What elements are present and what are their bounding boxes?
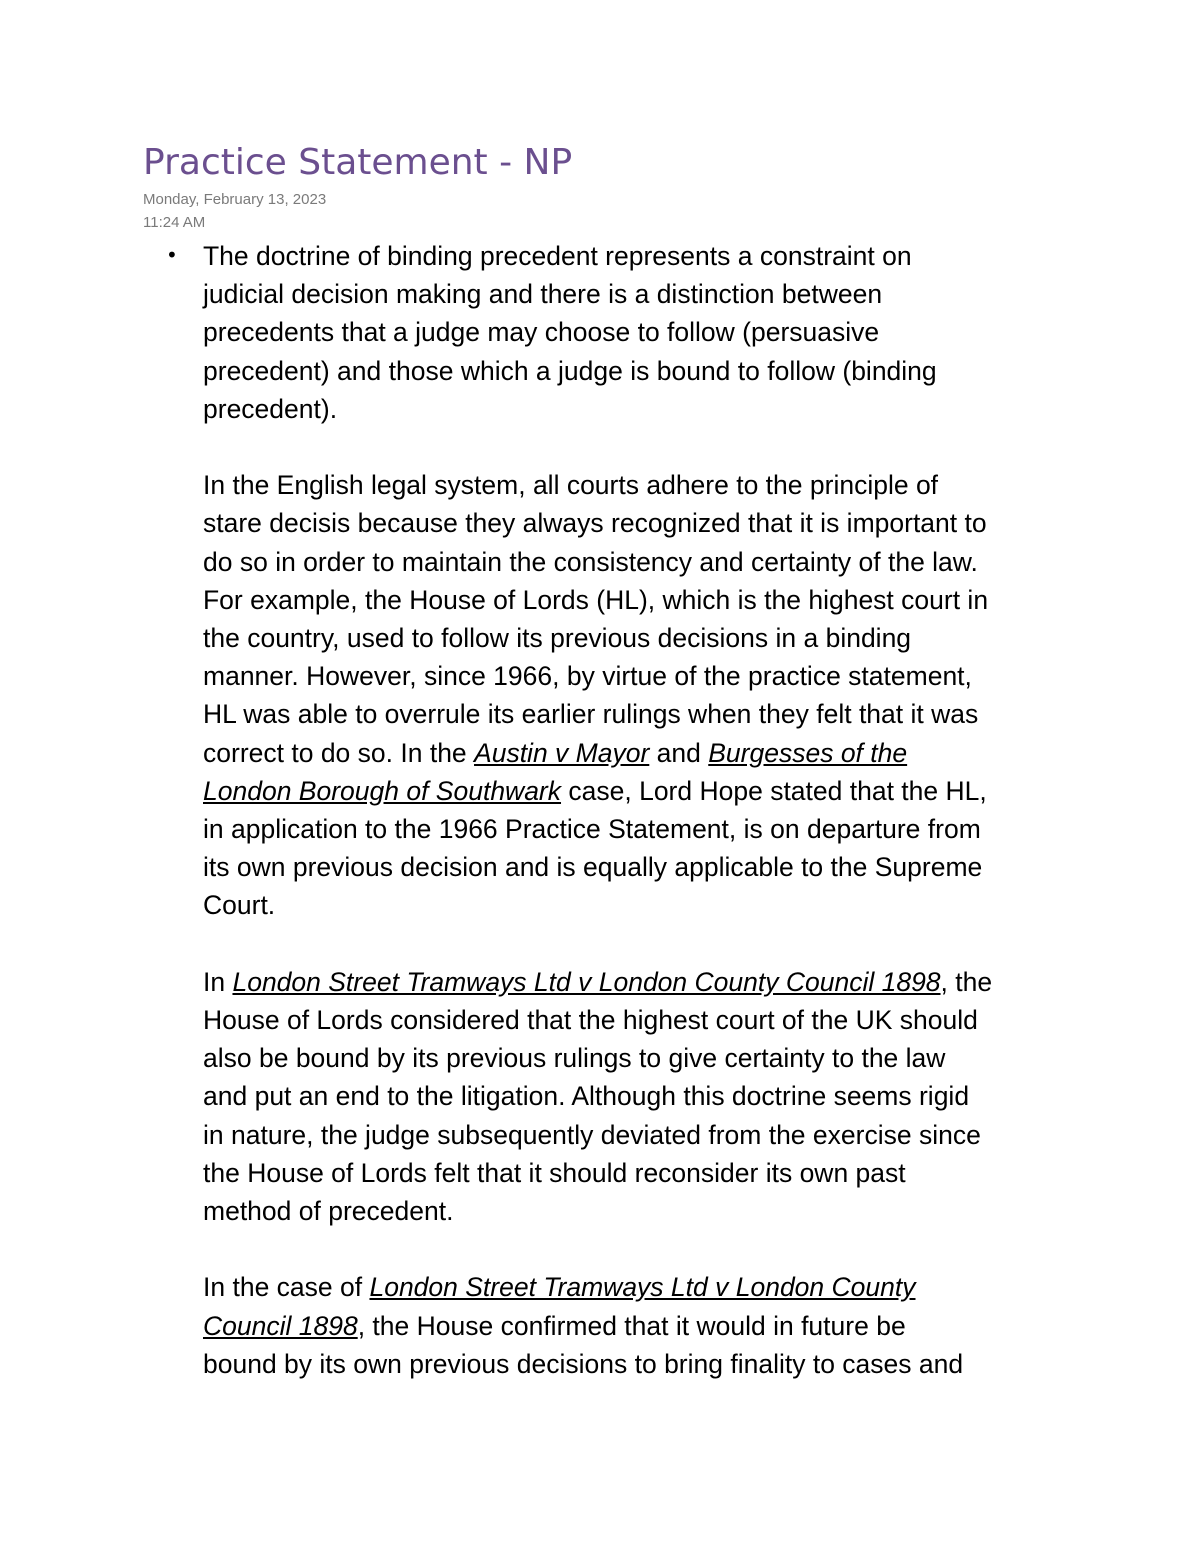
text-line: the House of Lords felt that it should reconsider its own past bbox=[203, 1157, 906, 1188]
text-line bbox=[203, 734, 1073, 772]
paragraph-2 bbox=[203, 466, 1073, 924]
text-line bbox=[203, 1307, 1073, 1345]
paragraph-4 bbox=[203, 1268, 1073, 1383]
text-fragment: , the bbox=[940, 966, 993, 997]
text-line: in application to the 1966 Practice Statement, is on departure from bbox=[203, 814, 981, 845]
text-line: manner. However, since 1966, by virtue of the practice statement, bbox=[203, 661, 972, 692]
text-fragment: In bbox=[203, 966, 233, 997]
note-body[interactable] bbox=[203, 237, 1073, 1421]
case-citation-tramways: London Street Tramways Ltd v London County Council 1898 bbox=[232, 966, 941, 997]
text-line: in nature, the judge subsequently deviated from the exercise since bbox=[203, 1119, 981, 1150]
text-line: Court. bbox=[203, 890, 276, 921]
text-line: stare decisis because they always recognized that it is important to bbox=[203, 508, 987, 539]
text-line: judicial decision making and there is a distinction between bbox=[203, 279, 883, 310]
text-fragment: correct to do so. In the bbox=[203, 737, 475, 768]
text-line: its own previous decision and is equally applicable to the Supreme bbox=[203, 852, 983, 883]
text-line: method of precedent. bbox=[203, 1196, 454, 1227]
text-line: precedent). bbox=[203, 393, 338, 424]
text-fragment: and bbox=[649, 737, 709, 768]
note-time: 11:24 AM bbox=[143, 214, 206, 231]
page-title: Practice Statement - NP bbox=[143, 142, 573, 183]
text-line bbox=[203, 1268, 1073, 1306]
paragraph-3 bbox=[203, 963, 1073, 1230]
paragraph-1 bbox=[203, 237, 1073, 428]
case-citation-austin: Austin v Mayor bbox=[474, 737, 650, 768]
text-line: the country, used to follow its previous decisions in a binding bbox=[203, 623, 912, 654]
text-line: For example, the House of Lords (HL), which is the highest court in bbox=[203, 584, 989, 615]
text-line: also be bound by its previous rulings to give certainty to the law bbox=[203, 1043, 946, 1074]
case-citation-southwark: Burgesses of the bbox=[708, 737, 908, 768]
case-citation-southwark: London Borough of Southwark bbox=[203, 775, 562, 806]
text-line: do so in order to maintain the consistency and certainty of the law. bbox=[203, 546, 978, 577]
text-line: The doctrine of binding precedent represents a constraint on bbox=[203, 241, 912, 271]
case-citation-tramways: Council 1898 bbox=[203, 1310, 358, 1341]
text-line: precedents that a judge may choose to follow (persuasive bbox=[203, 317, 880, 348]
text-line: HL was able to overrule its earlier rulings when they felt that it was bbox=[203, 699, 979, 730]
note-date: Monday, February 13, 2023 bbox=[143, 191, 327, 208]
text-line: bound by its own previous decisions to bring finality to cases and bbox=[203, 1348, 964, 1379]
text-line bbox=[203, 963, 1073, 1001]
text-line bbox=[203, 772, 1073, 810]
text-line: and put an end to the litigation. Although this doctrine seems rigid bbox=[203, 1081, 970, 1112]
text-fragment: , the House confirmed that it would in future be bbox=[357, 1310, 906, 1341]
text-line: House of Lords considered that the highest court of the UK should bbox=[203, 1005, 978, 1036]
bullet-icon: • bbox=[166, 243, 178, 267]
text-fragment: case, Lord Hope stated that the HL, bbox=[561, 775, 987, 806]
case-citation-tramways: London Street Tramways Ltd v London County bbox=[369, 1272, 916, 1303]
text-line: In the English legal system, all courts adhere to the principle of bbox=[203, 470, 939, 501]
text-fragment: In the case of bbox=[203, 1272, 370, 1303]
text-line: precedent) and those which a judge is bound to follow (binding bbox=[203, 355, 937, 386]
